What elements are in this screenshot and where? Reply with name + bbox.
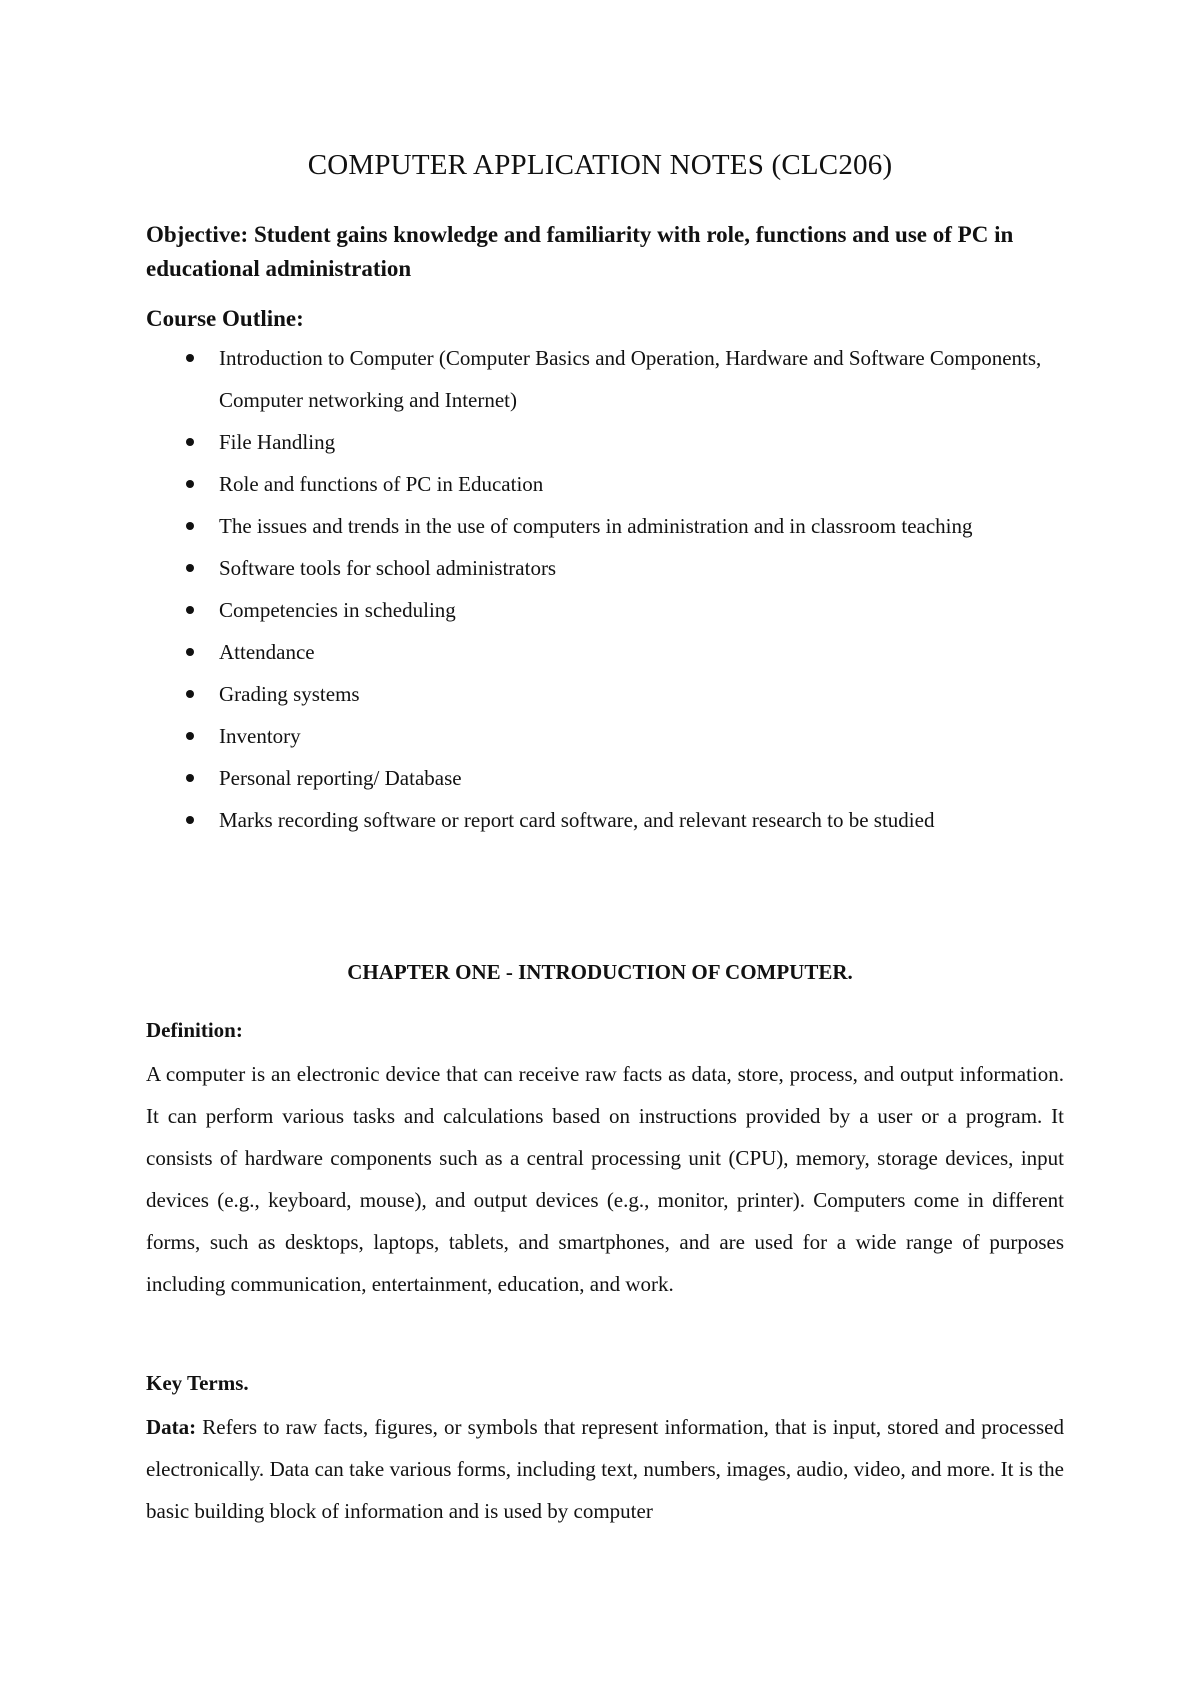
bullet-icon <box>186 606 194 614</box>
outline-item-text: Role and functions of PC in Education <box>219 472 544 496</box>
definition-paragraph: A computer is an electronic device that can receive raw facts as data, store, process, and output information. It can perform various tasks and calculations based on instructions provided by a user or a program. It consists of hardware components such as a central processing unit (CPU), memory, storage devices, input devices (e.g., keyboard, mouse), and output devices (e.g., monitor, printer). Computers come in different forms, such as desktops, laptops, tablets, and smartphones, and are used for a wide range of purposes including communication, entertainment, education, and work. <box>146 1062 1064 1296</box>
objective-text: Student gains knowledge and familiarity with role, functions and use of PC in educational administration <box>146 222 1014 281</box>
outline-item <box>146 715 1066 757</box>
outline-item <box>146 337 1066 421</box>
outline-item-text: Grading systems <box>219 682 360 706</box>
outline-item-text: Personal reporting/ Database <box>219 766 462 790</box>
outline-item <box>146 799 1066 841</box>
objective-paragraph <box>146 218 1046 286</box>
outline-item-text: File Handling <box>219 430 336 454</box>
key-terms-heading: Key Terms. <box>146 1371 249 1395</box>
bullet-icon <box>186 648 194 656</box>
bullet-icon <box>186 732 194 740</box>
data-term-paragraph <box>146 1406 1064 1532</box>
outline-item <box>146 505 1066 547</box>
outline-item <box>146 631 1066 673</box>
outline-item-text: Competencies in scheduling <box>219 598 456 622</box>
definition-heading: Definition: <box>146 1018 243 1042</box>
chapter-heading: CHAPTER ONE - INTRODUCTION OF COMPUTER. <box>347 960 853 984</box>
data-term-text: Refers to raw facts, figures, or symbols that represent information, that is input, stored and processed electronically. Data can take various forms, including text, numbers, images, audio, video, and more. It is the basic building block of information and is used by computer <box>146 1415 1064 1523</box>
bullet-icon <box>186 816 194 824</box>
bullet-icon <box>186 690 194 698</box>
course-outline-list <box>146 337 1066 841</box>
outline-item-text: Software tools for school administrators <box>219 556 557 580</box>
outline-item <box>146 463 1066 505</box>
outline-item-text: Marks recording software or report card software, and relevant research to be studied <box>219 808 935 832</box>
bullet-icon <box>186 480 194 488</box>
bullet-icon <box>186 522 194 530</box>
outline-item <box>146 673 1066 715</box>
document-title: COMPUTER APPLICATION NOTES (CLC206) <box>307 149 893 181</box>
outline-item <box>146 547 1066 589</box>
outline-item <box>146 589 1066 631</box>
bullet-icon <box>186 774 194 782</box>
course-outline-heading: Course Outline: <box>146 306 304 331</box>
objective-label: Objective: <box>146 222 249 247</box>
outline-item-text: Attendance <box>219 640 315 664</box>
bullet-icon <box>186 438 194 446</box>
data-term-label: Data: <box>146 1415 197 1439</box>
bullet-icon <box>186 354 194 362</box>
outline-item <box>146 757 1066 799</box>
outline-item <box>146 421 1066 463</box>
bullet-icon <box>186 564 194 572</box>
outline-item-text: Introduction to Computer (Computer Basics and Operation, Hardware and Software Components, Computer networking and Internet) <box>219 346 1042 412</box>
outline-item-text: Inventory <box>219 724 301 748</box>
outline-item-text: The issues and trends in the use of computers in administration and in classroom teaching <box>219 514 973 538</box>
